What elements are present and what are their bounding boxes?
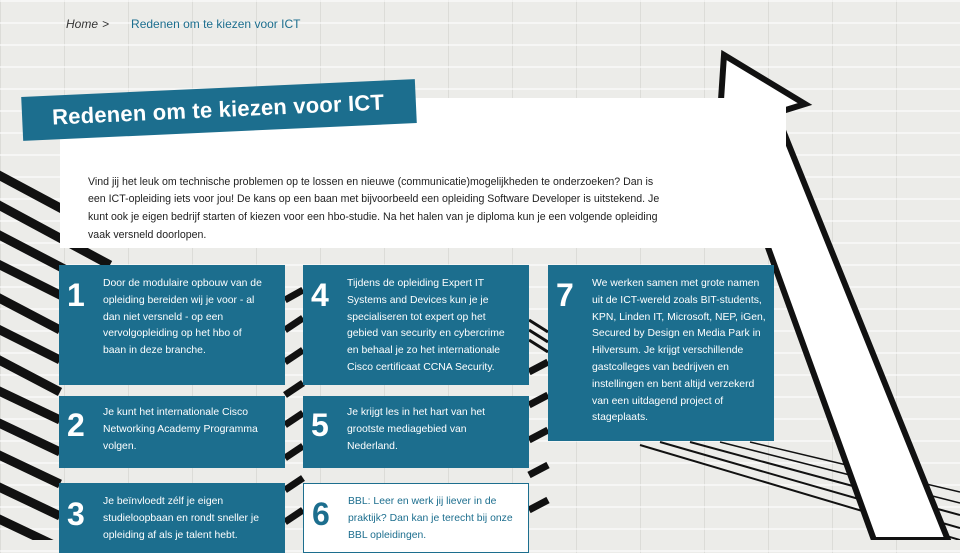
breadcrumb-current: Redenen om te kiezen voor ICT [131,17,301,31]
reason-text: Tijdens de opleiding Expert IT Systems and Devices kun je je specialiseren tot expert op het gebied van security en cybercrime en behaal je zo het internationale Cisco certificaat CCNA Security. [347,278,505,373]
reason-text: BBL: Leer en werk jij liever in de praktijk? Dan kan je terecht bij onze BBL opleidingen. [348,496,513,541]
reason-text: We werken samen met grote namen uit de ICT-wereld zoals BIT-students, KPN, Linden IT, Microsoft, NEP, iGen, Secured by Design en Media Park in Hilversum. Je krijgt verschillende gastcolleges van bedrijven en instellingen en bent altijd verzekerd van een uitdagend project of stageplaats. [592,278,766,424]
reason-number: 5 [311,407,329,443]
reason-card-2 [59,396,285,468]
page-title: Redenen om te kiezen voor ICT [51,89,385,130]
reason-number: 7 [556,277,574,313]
reason-text: Door de modulaire opbouw van de opleiding bereiden wij je voor - al dan niet versneld - op een vervolgopleiding op het hbo of baan in deze branche. [103,278,262,357]
breadcrumb [66,17,300,31]
breadcrumb-home-link[interactable]: Home [66,17,99,31]
reason-card-6[interactable] [303,483,529,553]
reason-text: Je beïnvloedt zélf je eigen studieloopbaan en rondt sneller je opleiding af als je talent hebt. [103,496,259,541]
reason-card-3 [59,483,285,553]
reason-card-1 [59,265,285,385]
reason-number: 1 [67,277,85,313]
reason-card-4 [303,265,529,385]
reason-text: Je kunt het internationale Cisco Networking Academy Programma volgen. [103,407,258,452]
reason-number: 2 [67,407,85,443]
reason-number: 3 [67,496,85,532]
breadcrumb-separator: > [102,17,110,31]
reason-card-7 [548,265,774,441]
reason-card-5 [303,396,529,468]
reason-text: Je krijgt les in het hart van het grootste mediagebied van Nederland. [347,407,486,452]
reason-number: 6 [312,496,330,532]
intro-paragraph: Vind jij het leuk om technische problemen op te lossen en nieuwe (communicatie)mogelijkheden te onderzoeken? Dan is een ICT-opleiding iets voor jou! De kans op een baan met bijvoorbeeld een opleiding Software Developer is uitstekend. Je kunt ook je eigen bedrijf starten of kiezen voor een hbo-studie. Na het halen van je diploma kun je een volgende opleiding vaak versneld doorlopen. [88,175,660,241]
reason-number: 4 [311,277,329,313]
